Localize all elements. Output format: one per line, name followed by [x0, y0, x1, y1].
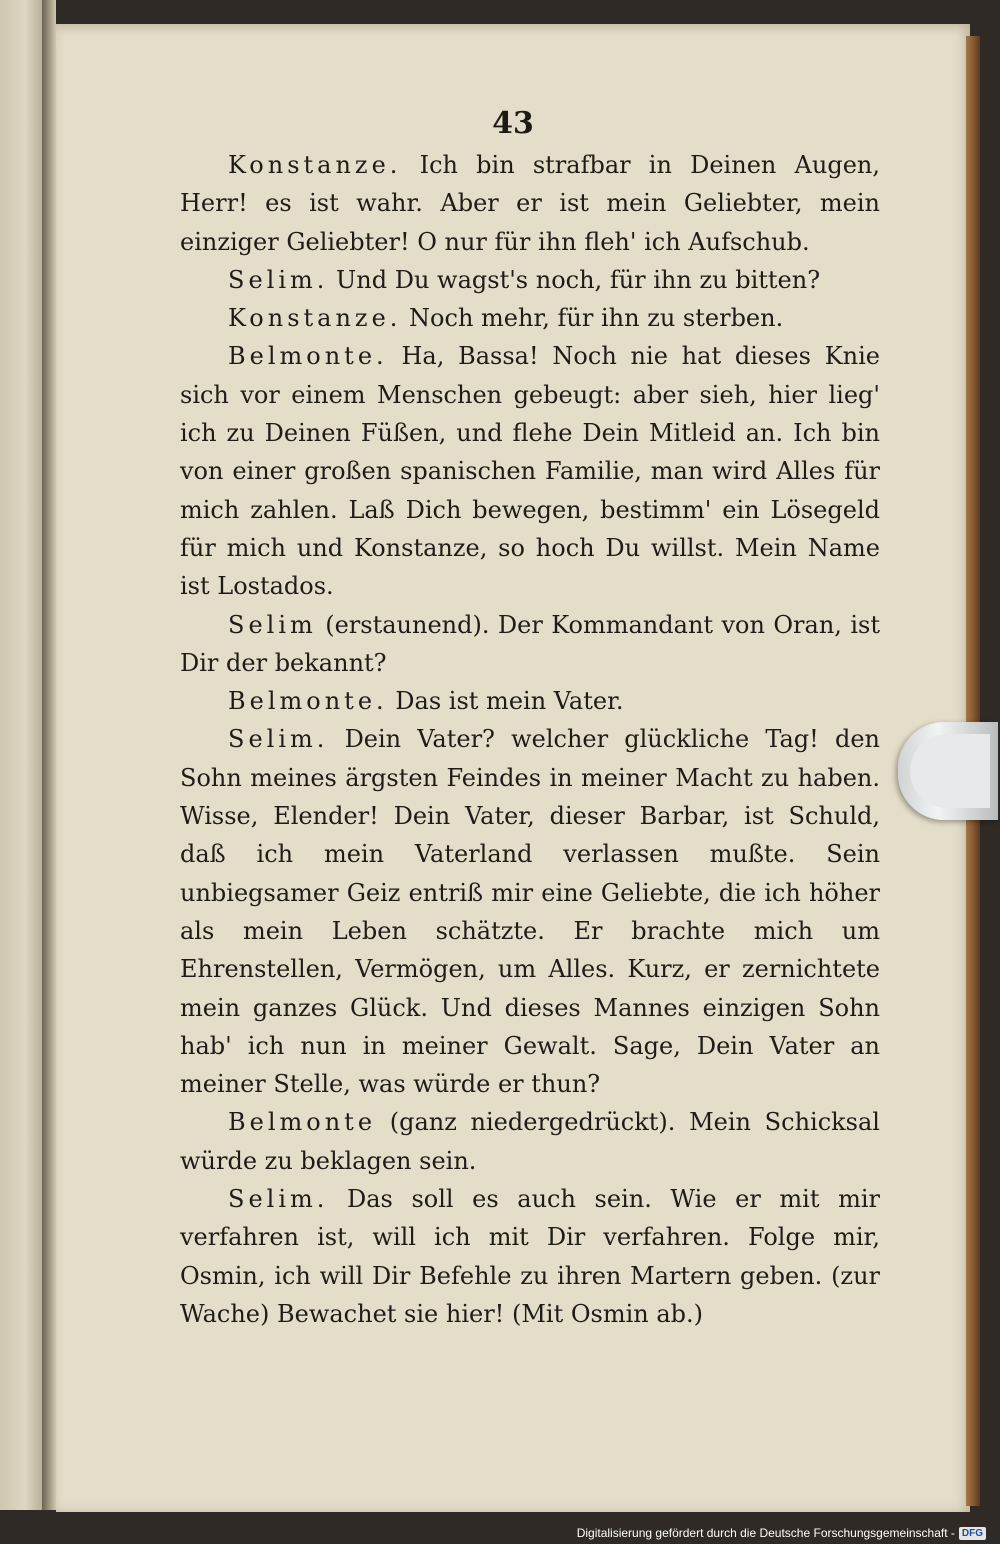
- paragraph-text: Ich bin strafbar in Deinen Augen, Herr! es ist wahr. Aber er ist mein Geliebter, mein einziger Geliebter! O nur für ihn fleh' ich Aufschub.: [180, 151, 880, 256]
- paragraph: [180, 337, 880, 605]
- left-page-edge: [0, 0, 42, 1510]
- paragraph: [180, 682, 880, 720]
- dfg-logo: DFG: [959, 1527, 986, 1540]
- paragraph-text: Ha, Bassa! Noch nie hat dieses Knie sich vor einem Menschen gebeugt: aber sieh, hier lieg' ich zu Deinen Füßen, und flehe Dein Mitleid an. Ich bin von einer großen spanischen Familie, man wird Alles für mich zahlen. Laß Dich bewegen, bestimm' ein Lösegeld für mich und Konstanze, so hoch Du willst. Mein Name ist Lostados.: [180, 342, 880, 601]
- paragraph-text: Das ist mein Vater.: [395, 687, 624, 716]
- speaker-name: Belmonte.: [228, 342, 388, 371]
- page-clip-highlight: [910, 734, 990, 808]
- paragraph-text: (ganz niedergedrückt). Mein Schicksal würde zu beklagen sein.: [180, 1108, 880, 1175]
- paragraph: [180, 146, 880, 261]
- speaker-name: Belmonte.: [228, 687, 388, 716]
- book-gutter: [42, 0, 56, 1510]
- paragraph-text: Dein Vater? welcher glückliche Tag! den Sohn meines ärgsten Feindes in meiner Macht zu haben. Wisse, Elender! Dein Vater, dieser Barbar, ist Schuld, daß ich mein Vaterland verlassen mußte. Sein unbiegsamer Geiz entriß mir eine Geliebte, die ich höher als mein Leben schätzte. Er brachte mich um Ehrenstellen, Vermögen, um Alles. Kurz, er zernichtete mein ganzes Glück. Und dieses Mannes einzigen Sohn hab' ich nun in meiner Gewalt. Sage, Dein Vater an meiner Stelle, was würde er thun?: [180, 725, 880, 1099]
- speaker-name: Selim.: [228, 265, 329, 294]
- paragraph: [180, 1180, 880, 1333]
- footer-credit: [577, 1526, 986, 1540]
- speaker-name: Konstanze.: [228, 304, 402, 333]
- paragraph-text: Und Du wagst's noch, für ihn zu bitten?: [336, 265, 821, 294]
- paragraph-text: Noch mehr, für ihn zu sterben.: [409, 304, 784, 333]
- paragraph: [180, 299, 880, 337]
- paragraph-text: Das soll es auch sein. Wie er mit mir verfahren ist, will ich mit Dir verfahren. Folge mir, Osmin, ich will Dir Befehle zu ihren Martern geben. (zur Wache) Bewachet sie hier! (Mit Osmin ab.): [180, 1185, 881, 1328]
- speaker-name: Belmonte: [228, 1108, 377, 1137]
- page-text: [180, 146, 880, 1333]
- paragraph: [180, 720, 880, 1103]
- paragraph: [180, 606, 880, 683]
- paragraph-text: (erstaunend). Der Kommandant von Oran, ist Dir der bekannt?: [180, 610, 881, 677]
- speaker-name: Selim: [228, 610, 317, 639]
- page-clip: [898, 722, 998, 820]
- speaker-name: Selim.: [228, 1185, 329, 1214]
- footer-credit-text: Digitalisierung gefördert durch die Deutsche Forschungsgemeinschaft -: [576, 1526, 955, 1540]
- page-number: 43: [492, 106, 534, 141]
- paragraph: [180, 1103, 880, 1180]
- speaker-name: Konstanze.: [228, 151, 402, 179]
- speaker-name: Selim.: [228, 725, 329, 754]
- paragraph: [180, 261, 880, 299]
